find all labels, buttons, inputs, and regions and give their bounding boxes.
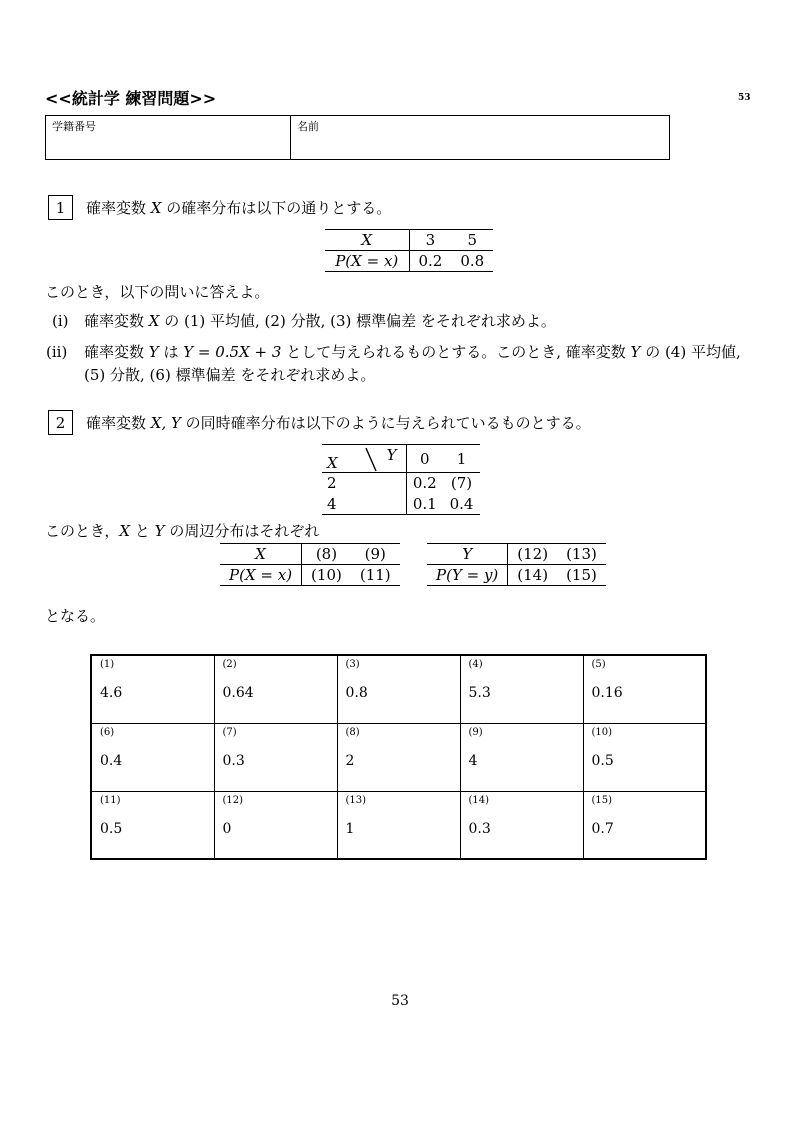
item-text-segment: は <box>158 343 184 361</box>
marginal-lead <box>45 520 319 541</box>
corner-row-variable: X <box>327 454 338 472</box>
answer-label: (4) <box>468 659 483 670</box>
math-var-y: Y <box>148 343 159 361</box>
answer-label: (8) <box>345 726 360 738</box>
lead-text-segment: このとき， <box>45 522 120 540</box>
problem-1-number-box: 1 <box>48 195 73 220</box>
answer-cell <box>337 723 460 791</box>
math-var-x: X <box>148 312 160 330</box>
answer-cell <box>214 723 337 791</box>
answer-row <box>91 791 706 859</box>
answer-cell <box>91 723 214 791</box>
statement-text: の同時確率分布は以下のように与えられているものとする。 <box>180 414 591 432</box>
answer-value: 1 <box>345 820 355 837</box>
lead-text-segment: の周辺分布はそれぞれ <box>164 522 320 540</box>
joint-prob-cell: 0.4 <box>449 494 474 513</box>
dist-table-prob-label-cell: P(X = x) <box>325 251 409 272</box>
answer-cell <box>91 791 214 859</box>
question-item-i <box>52 310 757 333</box>
marginal-y-value-cell: (12) <box>508 544 557 565</box>
answer-value: 0.5 <box>591 752 614 769</box>
student-info-box <box>45 115 670 160</box>
math-var-y: Y <box>630 343 641 361</box>
answer-label: (9) <box>468 726 483 738</box>
answer-label: (12) <box>222 794 244 806</box>
dist-table-var-cell: X <box>325 230 409 251</box>
marginal-distribution-x-table <box>220 543 400 586</box>
answer-value: 0.3 <box>468 820 491 837</box>
lead-text-segment: と <box>130 522 155 540</box>
marginal-y-prob-label-cell: P(Y = y) <box>427 565 508 586</box>
answer-value: 2 <box>345 752 355 769</box>
math-vars-xy: X, Y <box>150 414 181 432</box>
problem-1-lead-in: このとき，以下の問いに答えよ。 <box>45 283 270 301</box>
page-title: <<統計学 練習問題>> <box>45 89 217 108</box>
name-label: 名前 <box>297 120 319 133</box>
answer-grid <box>90 654 707 860</box>
table-row <box>322 445 480 473</box>
marginal-x-var-cell: X <box>220 544 302 565</box>
corner-col-variable: Y <box>386 446 397 464</box>
statement-text: 確率変数 <box>86 414 151 432</box>
answer-cell <box>337 791 460 859</box>
joint-prob-cell: 0.2 <box>412 474 437 493</box>
problem-2-header <box>48 410 591 435</box>
answer-cell <box>583 655 706 723</box>
marginal-y-prob-cell: (14) <box>517 566 549 584</box>
answer-value: 0.16 <box>591 685 623 701</box>
answer-value: 0.8 <box>345 685 368 701</box>
marginal-x-value-cell: (9) <box>351 544 400 565</box>
dist-table-prob-cell: 0.2 <box>418 252 443 270</box>
item-text-segment: として与えられるものとする。このとき, 確率変数 <box>281 343 631 361</box>
math-var-y: Y <box>154 522 165 540</box>
item-text <box>84 310 757 333</box>
probability-distribution-table <box>325 229 493 272</box>
marginal-y-var-cell: Y <box>427 544 508 565</box>
answer-cell <box>214 791 337 859</box>
answer-label: (13) <box>345 794 367 806</box>
answer-row <box>91 655 706 723</box>
math-formula: Y = 0.5X + 3 <box>183 343 282 361</box>
dist-table-prob-cell: 0.8 <box>460 252 485 270</box>
math-var-x: X <box>150 199 162 217</box>
marginal-x-prob-label-cell: P(X = x) <box>220 565 302 586</box>
answer-value: 0 <box>222 820 232 837</box>
problem-2-statement <box>86 412 591 433</box>
item-text-segment: 確率変数 <box>84 343 149 361</box>
problem-1-header <box>48 195 391 220</box>
item-text-segment: の (4) 平均値, (5) 分散, (6) 標準偏差 をそれぞれ求めよ。 <box>84 343 741 384</box>
answer-value: 0.4 <box>100 752 123 769</box>
answer-cell <box>337 655 460 723</box>
item-marker: (i) <box>52 312 69 330</box>
answer-cell <box>214 655 337 723</box>
answer-label: (5) <box>591 659 606 670</box>
answer-value: 0.3 <box>222 752 245 769</box>
table-row <box>220 544 400 565</box>
item-marker: (ii) <box>46 343 68 361</box>
item-text-segment: の (1) 平均値, (2) 分散, (3) 標準偏差 をそれぞれ求めよ。 <box>159 312 556 330</box>
answer-label: (1) <box>100 659 115 670</box>
marginal-x-prob-cell: (11) <box>359 566 391 584</box>
answer-label: (3) <box>345 659 360 670</box>
joint-row-label: 4 <box>322 494 406 515</box>
statement-text: 確率変数 <box>86 199 151 217</box>
statement-text: の確率分布は以下の通りとする。 <box>161 199 392 217</box>
table-row <box>427 565 606 586</box>
answer-value: 0.7 <box>591 820 614 837</box>
table-row <box>322 494 480 515</box>
math-var-x: X <box>119 522 131 540</box>
answer-cell <box>460 791 583 859</box>
answer-value: 4 <box>468 752 478 769</box>
answer-value: 5.3 <box>468 685 491 701</box>
table-row <box>427 544 606 565</box>
joint-col-header: 0 <box>406 445 443 473</box>
table-row <box>325 230 493 251</box>
answer-cell <box>460 723 583 791</box>
answer-cell <box>583 723 706 791</box>
item-text-segment: 確率変数 <box>84 312 149 330</box>
problem-2-number-box: 2 <box>48 410 73 435</box>
answer-cell <box>460 655 583 723</box>
student-id-field <box>46 116 291 159</box>
table-row <box>322 473 480 494</box>
dist-table-value-cell: 3 <box>409 230 451 251</box>
joint-prob-cell: 0.1 <box>412 494 437 513</box>
table-row <box>220 565 400 586</box>
marginal-y-prob-cell: (15) <box>566 566 597 584</box>
answer-label: (10) <box>591 726 613 738</box>
marginal-y-value-cell: (13) <box>557 544 606 565</box>
joint-col-header: 1 <box>443 445 480 473</box>
problem-1-statement <box>86 197 391 218</box>
marginal-x-prob-cell: (10) <box>311 566 342 584</box>
answer-label: (7) <box>222 726 237 738</box>
joint-row-label: 2 <box>322 473 406 494</box>
table-row <box>325 251 493 272</box>
dist-table-value-cell: 5 <box>451 230 493 251</box>
answer-label: (11) <box>100 794 121 806</box>
footer-page-number: 53 <box>391 993 409 1009</box>
answer-value: 0.64 <box>222 685 254 701</box>
answer-label: (14) <box>468 794 490 806</box>
answer-value: 4.6 <box>100 685 123 701</box>
name-field <box>291 116 669 159</box>
answer-label: (6) <box>100 726 115 738</box>
student-id-label: 学籍番号 <box>52 120 96 133</box>
answer-cell <box>91 655 214 723</box>
question-item-ii <box>46 341 760 387</box>
joint-distribution-table <box>322 444 480 515</box>
answer-value: 0.5 <box>100 820 123 837</box>
answer-label: (15) <box>591 794 613 806</box>
header-page-number: 53 <box>738 93 751 103</box>
marginal-x-value-cell: (8) <box>302 544 351 565</box>
answer-cell <box>583 791 706 859</box>
answer-row <box>91 723 706 791</box>
answer-label: (2) <box>222 659 237 670</box>
closing-text: となる。 <box>45 607 106 625</box>
item-text <box>84 341 760 387</box>
joint-prob-cell: (7) <box>450 474 473 493</box>
marginal-distribution-y-table <box>427 543 606 586</box>
joint-table-corner-cell <box>322 445 406 473</box>
